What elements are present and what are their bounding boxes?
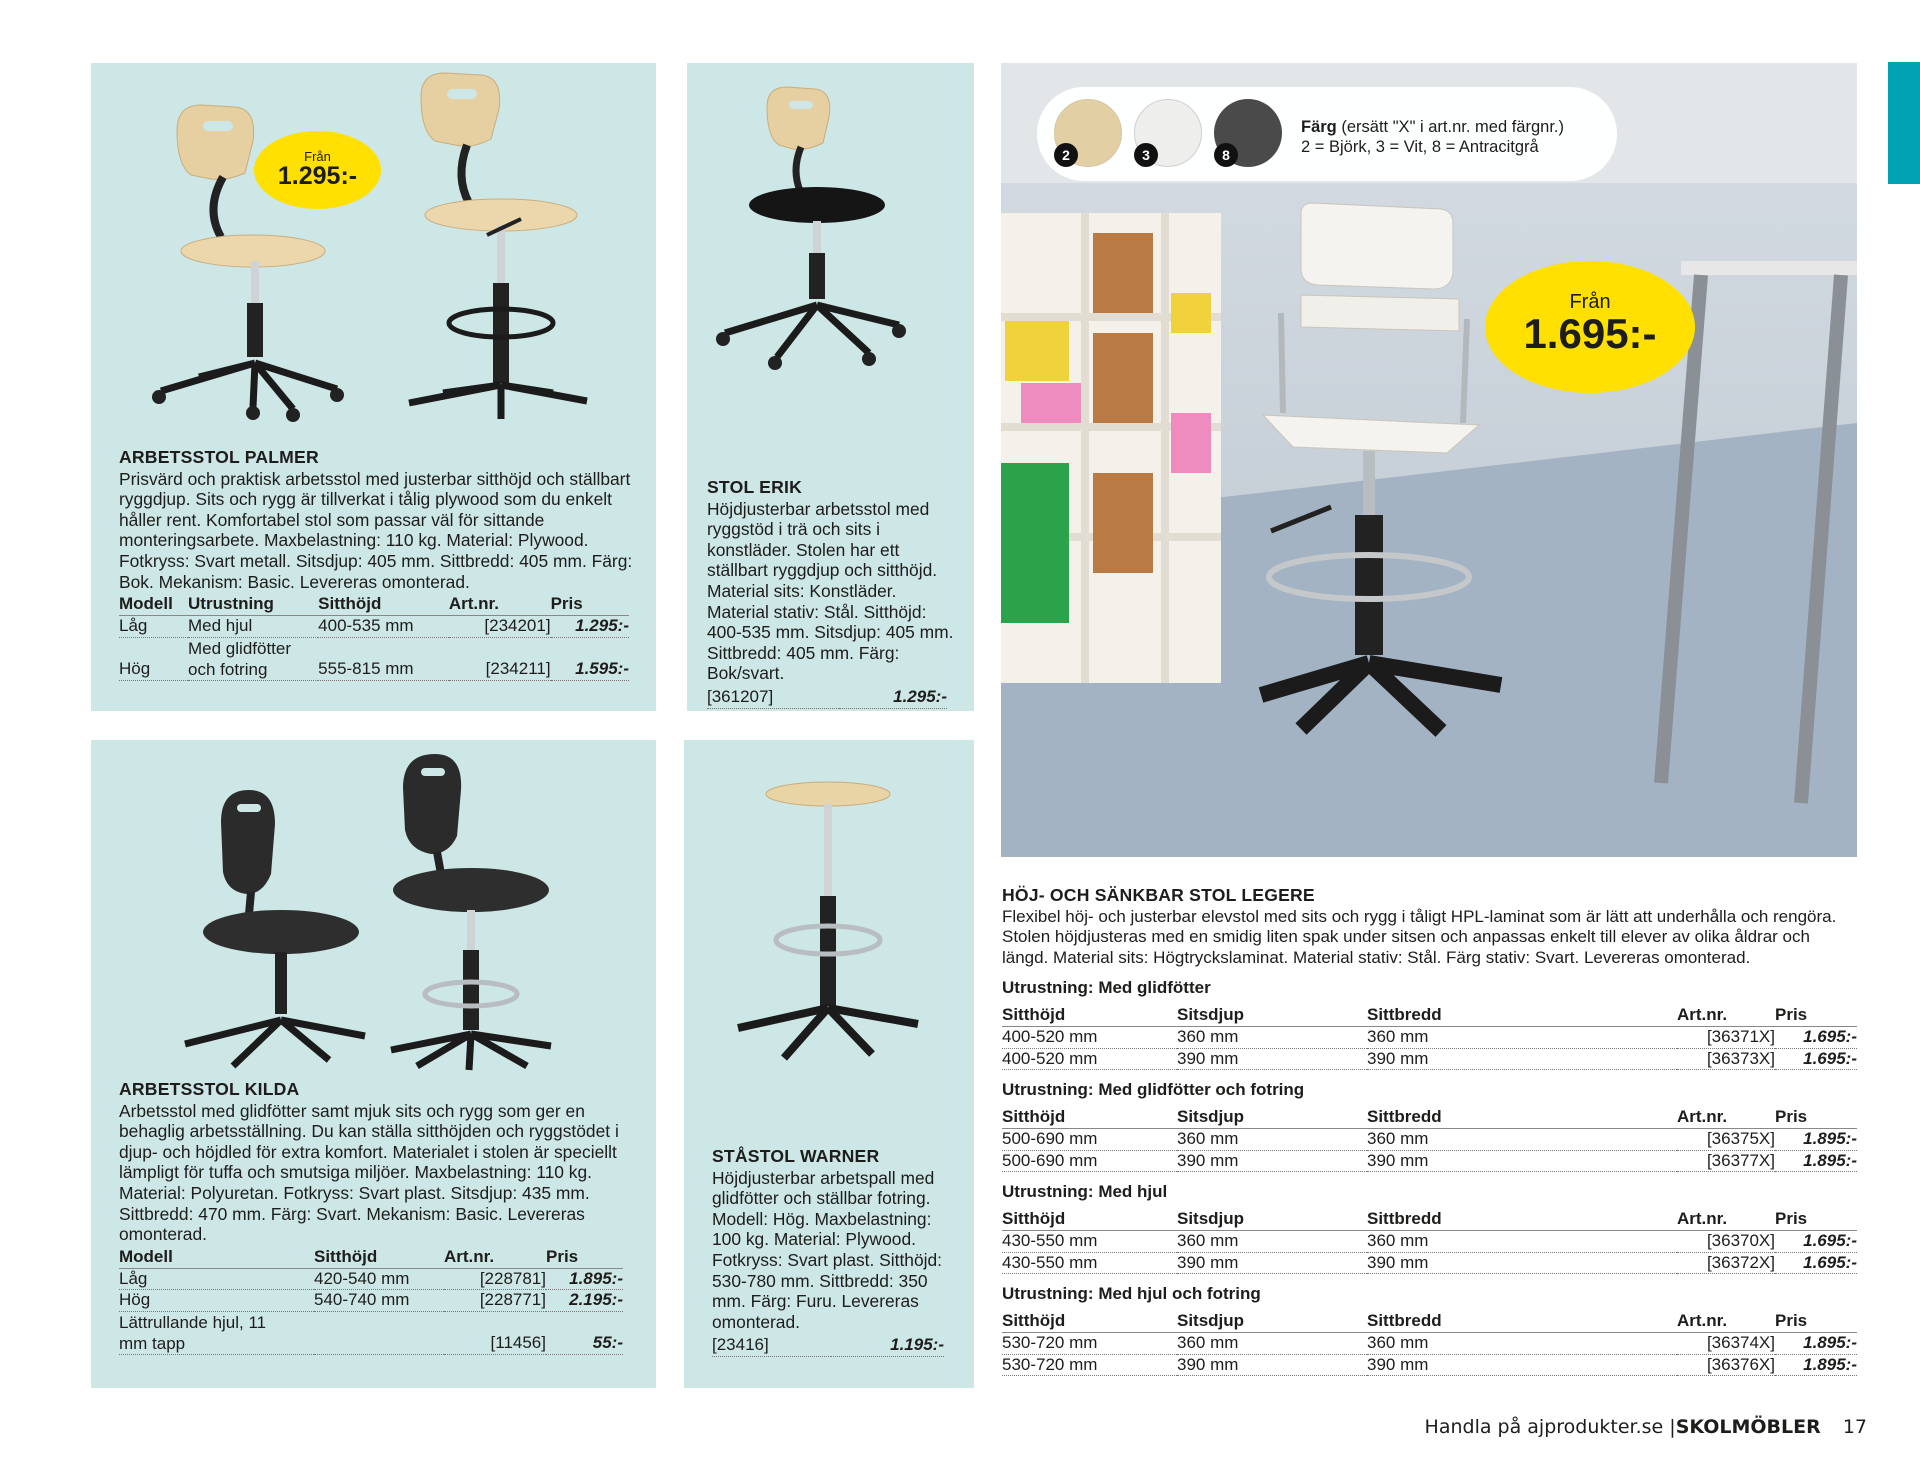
- kilda-description: Arbetsstol med glidfötter samt mjuk sits och rygg som ger en behaglig arbetsställning. Du kan ställa sitthöjden och ryggstödet i djup- och höjdled för extra komfort. Materialet i stolen är speciellt lämpligt för tuffa och smutsiga miljöer. Maxbelastning: 110 kg. Material: Polyuretan. Fotkryss: Svart plast. Sitsdjup: 435 mm. Sittbredd: 470 mm. Färg: Svart. Mekanism: Basic. Levereras omonterad.: [119, 1100, 619, 1245]
- col-sitsdjup: Sitsdjup: [1177, 1209, 1367, 1230]
- cell-model: Låg: [119, 615, 188, 637]
- erik-price: 1.295:-: [839, 687, 947, 708]
- legere-section-title: Utrustning: Med glidfötter: [1002, 978, 1211, 998]
- footer-separator: |: [1669, 1416, 1676, 1438]
- cell-seat-depth: 360 mm: [1177, 1230, 1367, 1252]
- legere-spec-table: [1002, 1107, 1857, 1172]
- warner-artnr: [23416]: [712, 1335, 831, 1356]
- palmer-panel: [91, 63, 656, 711]
- table-row: [712, 1335, 944, 1356]
- cell-artnr: [36370X]: [1677, 1230, 1775, 1252]
- cell-price: 1.595:-: [551, 637, 629, 680]
- cell-seat-height: 400-535 mm: [318, 615, 449, 637]
- cell-seat-width: 390 mm: [1367, 1048, 1677, 1070]
- cell-seat-depth: 390 mm: [1177, 1354, 1367, 1376]
- cell-artnr: [234211]: [449, 637, 551, 680]
- table-header-row: [1002, 1107, 1857, 1128]
- cell-price: 55:-: [546, 1312, 623, 1355]
- col-modell: Modell: [119, 594, 188, 615]
- cell-seat-height: 530-720 mm: [1002, 1354, 1177, 1376]
- col-artnr: Art.nr.: [449, 594, 551, 615]
- col-artnr: Art.nr.: [444, 1247, 546, 1268]
- erik-title: STOL ERIK: [707, 477, 803, 497]
- table-row: [119, 637, 629, 680]
- palmer-high-chair-image: [391, 67, 601, 437]
- cell-artnr: [11456]: [444, 1312, 546, 1355]
- table-row: [1002, 1230, 1857, 1252]
- table-row: [119, 1312, 623, 1355]
- legere-section-title: Utrustning: Med hjul: [1002, 1182, 1168, 1202]
- col-pris: Pris: [1775, 1311, 1857, 1332]
- swatch-2-num: 2: [1054, 143, 1078, 167]
- cell-price: 2.195:-: [546, 1290, 623, 1312]
- footer-shop-text: Handla på ajprodukter.se: [1424, 1416, 1664, 1438]
- palmer-price-badge: [254, 131, 381, 209]
- legere-title: HÖJ- OCH SÄNKBAR STOL LEGERE: [1002, 885, 1315, 905]
- cell-price: 1.895:-: [1775, 1354, 1857, 1376]
- page-footer: [1425, 1416, 1867, 1438]
- cell-price: 1.695:-: [1775, 1026, 1857, 1048]
- warner-title: STÅSTOL WARNER: [712, 1146, 880, 1166]
- col-sitthojd: Sitthöjd: [314, 1247, 444, 1268]
- col-pris: Pris: [546, 1247, 623, 1268]
- cell-seat-depth: 360 mm: [1177, 1128, 1367, 1150]
- cell-artnr: [36374X]: [1677, 1332, 1775, 1354]
- legere-badge-price: 1.695:-: [1523, 310, 1657, 357]
- col-artnr: Art.nr.: [1677, 1311, 1775, 1332]
- col-sitsdjup: Sitsdjup: [1177, 1005, 1367, 1026]
- legere-photo: [1001, 63, 1857, 857]
- table-row: [1002, 1026, 1857, 1048]
- cell-artnr: [234201]: [449, 615, 551, 637]
- col-sittbredd: Sittbredd: [1367, 1107, 1677, 1128]
- cell-seat-width: 360 mm: [1367, 1332, 1677, 1354]
- legere-price-badge: [1485, 261, 1695, 393]
- table-row: [707, 687, 947, 708]
- cell-seat-width: 390 mm: [1367, 1150, 1677, 1172]
- table-header-row: [119, 594, 629, 615]
- cell-price: 1.695:-: [1775, 1252, 1857, 1274]
- cell-seat-width: 360 mm: [1367, 1128, 1677, 1150]
- cell-seat-height: 420-540 mm: [314, 1268, 444, 1290]
- table-header-row: [1002, 1005, 1857, 1026]
- cell-model: Lättrullande hjul, 11 mm tapp: [119, 1312, 314, 1355]
- col-sitthojd: Sitthöjd: [1002, 1209, 1177, 1230]
- cell-seat-depth: 360 mm: [1177, 1332, 1367, 1354]
- cell-artnr: [228781]: [444, 1268, 546, 1290]
- cell-equipment: Med glidfötter och fotring: [188, 637, 318, 680]
- col-pris: Pris: [1775, 1107, 1857, 1128]
- kilda-low-chair-image: [171, 782, 371, 1072]
- cell-seat-width: 390 mm: [1367, 1252, 1677, 1274]
- cell-seat-depth: 390 mm: [1177, 1252, 1367, 1274]
- col-sitthojd: Sitthöjd: [1002, 1005, 1177, 1026]
- cell-model: Låg: [119, 1268, 314, 1290]
- warner-panel: [684, 740, 974, 1388]
- cell-artnr: [36375X]: [1677, 1128, 1775, 1150]
- palmer-spec-table: [119, 594, 629, 681]
- section-tab-marker: [1888, 62, 1920, 184]
- cell-seat-height: 430-550 mm: [1002, 1252, 1177, 1274]
- swatch-3-num: 3: [1134, 143, 1158, 167]
- col-sittbredd: Sittbredd: [1367, 1311, 1677, 1332]
- palmer-badge-price: 1.295:-: [277, 162, 358, 190]
- table-header-row: [1002, 1209, 1857, 1230]
- col-sitthojd: Sitthöjd: [1002, 1311, 1177, 1332]
- cell-equipment: Med hjul: [188, 615, 318, 637]
- col-modell: Modell: [119, 1247, 314, 1268]
- legere-spec-table: [1002, 1005, 1857, 1070]
- col-sittbredd: Sittbredd: [1367, 1005, 1677, 1026]
- col-pris: Pris: [551, 594, 629, 615]
- cell-model: Hög: [119, 1290, 314, 1312]
- col-pris: Pris: [1775, 1005, 1857, 1026]
- color-legend: [1301, 117, 1564, 157]
- cell-price: 1.895:-: [1775, 1128, 1857, 1150]
- cell-model: Hög: [119, 637, 188, 680]
- palmer-badge-from: Från: [304, 149, 331, 164]
- cell-seat-height: 555-815 mm: [318, 637, 449, 680]
- kilda-high-chair-image: [381, 750, 581, 1080]
- legere-section-title: Utrustning: Med hjul och fotring: [1002, 1284, 1261, 1304]
- table-row: [1002, 1332, 1857, 1354]
- erik-artnr: [361207]: [707, 687, 839, 708]
- table-header-row: [119, 1247, 623, 1268]
- legere-description: Flexibel höj- och justerbar elevstol med sits och rygg i tåligt HPL-laminat som är lätt att underhålla och rengöra. Stolen höjdjusteras med en smidig liten spak under sitsen och anpassas enkelt till elever av olika åldrar och längd. Material sits: Högtryckslaminat. Material stativ: Stål. Färg stativ: Svart. Levereras omonterad.: [1002, 906, 1837, 967]
- col-sittbredd: Sittbredd: [1367, 1209, 1677, 1230]
- table-row: [1002, 1048, 1857, 1070]
- color-note: (ersätt "X" i art.nr. med färgnr.): [1341, 118, 1564, 136]
- legere-info: [1002, 885, 1857, 1376]
- cell-price: 1.695:-: [1775, 1048, 1857, 1070]
- erik-price-row: [707, 687, 947, 709]
- table-row: [119, 1290, 623, 1312]
- color-label: Färg: [1301, 118, 1337, 136]
- col-artnr: Art.nr.: [1677, 1107, 1775, 1128]
- cell-seat-height: 430-550 mm: [1002, 1230, 1177, 1252]
- kilda-spec-table: [119, 1247, 623, 1355]
- legere-section-title: Utrustning: Med glidfötter och fotring: [1002, 1080, 1305, 1100]
- swatch-8-num: 8: [1214, 143, 1238, 167]
- cell-seat-height: [314, 1312, 444, 1355]
- col-artnr: Art.nr.: [1677, 1005, 1775, 1026]
- kilda-title: ARBETSSTOL KILDA: [119, 1079, 300, 1099]
- table-row: [1002, 1252, 1857, 1274]
- erik-panel: [687, 63, 974, 711]
- col-sitsdjup: Sitsdjup: [1177, 1311, 1367, 1332]
- cell-artnr: [36377X]: [1677, 1150, 1775, 1172]
- table-row: [1002, 1150, 1857, 1172]
- erik-chair-image: [709, 81, 919, 381]
- cell-artnr: [36373X]: [1677, 1048, 1775, 1070]
- cell-price: 1.295:-: [551, 615, 629, 637]
- cell-price: 1.695:-: [1775, 1230, 1857, 1252]
- palmer-title: ARBETSSTOL PALMER: [119, 447, 319, 467]
- cell-seat-width: 360 mm: [1367, 1026, 1677, 1048]
- cell-seat-height: 500-690 mm: [1002, 1128, 1177, 1150]
- cell-seat-height: 400-520 mm: [1002, 1048, 1177, 1070]
- cell-price: 1.895:-: [1775, 1150, 1857, 1172]
- cell-seat-height: 530-720 mm: [1002, 1332, 1177, 1354]
- table-row: [1002, 1354, 1857, 1376]
- col-utrustning: Utrustning: [188, 594, 318, 615]
- legere-spec-table: [1002, 1209, 1857, 1274]
- legere-spec-sections: [1002, 978, 1857, 1376]
- page-number: 17: [1842, 1416, 1867, 1438]
- col-artnr: Art.nr.: [1677, 1209, 1775, 1230]
- warner-price: 1.195:-: [831, 1335, 944, 1356]
- cell-seat-depth: 390 mm: [1177, 1048, 1367, 1070]
- kilda-panel: [91, 740, 656, 1388]
- cell-artnr: [228771]: [444, 1290, 546, 1312]
- color-list: 2 = Björk, 3 = Vit, 8 = Antracitgrå: [1301, 138, 1539, 156]
- table-row: [119, 615, 629, 637]
- cell-artnr: [36376X]: [1677, 1354, 1775, 1376]
- classroom-scene: [1001, 63, 1857, 857]
- cell-artnr: [36371X]: [1677, 1026, 1775, 1048]
- table-row: [1002, 1128, 1857, 1150]
- cell-seat-height: 500-690 mm: [1002, 1150, 1177, 1172]
- legere-spec-table: [1002, 1311, 1857, 1376]
- cell-seat-height: 540-740 mm: [314, 1290, 444, 1312]
- warner-price-row: [712, 1335, 944, 1357]
- palmer-description: Prisvärd och praktisk arbetsstol med justerbar sitthöjd och ställbart ryggdjup. Sits och rygg är tillverkat i tålig plywood som du enkelt håller rent. Komfortabel stol som passar väl för sittande monteringsarbete. Maxbelastning: 110 kg. Material: Plywood. Fotkryss: Svart metall. Sitsdjup: 405 mm. Sittbredd: 405 mm. Färg: Bok. Mekanism: Basic. Levereras omonterad.: [119, 468, 633, 592]
- warner-description: Höjdjusterbar arbetspall med glidfötter och ställbar fotring. Modell: Hög. Maxbelastning: 100 kg. Material: Plywood. Fotkryss: Svart plast. Sitthöjd: 530-780 mm. Sittbredd: 350 mm. Färg: Furu. Levereras omonterad.: [712, 1167, 943, 1332]
- col-sitthojd: Sitthöjd: [1002, 1107, 1177, 1128]
- erik-description: Höjdjusterbar arbetsstol med ryggstöd i trä och sits i konstläder. Stolen har ett ställbart ryggdjup och sitthöjd. Material sits: Konstläder. Material stativ: Stål. Sitthöjd: 400-535 mm. Sitsdjup: 405 mm. Sittbredd: 405 mm. Färg: Bok/svart.: [707, 498, 954, 684]
- cell-price: 1.895:-: [1775, 1332, 1857, 1354]
- table-header-row: [1002, 1311, 1857, 1332]
- cell-seat-height: 400-520 mm: [1002, 1026, 1177, 1048]
- cell-seat-depth: 390 mm: [1177, 1150, 1367, 1172]
- cell-seat-depth: 360 mm: [1177, 1026, 1367, 1048]
- cell-artnr: [36372X]: [1677, 1252, 1775, 1274]
- table-row: [119, 1268, 623, 1290]
- cell-price: 1.895:-: [546, 1268, 623, 1290]
- col-sitsdjup: Sitsdjup: [1177, 1107, 1367, 1128]
- cell-seat-width: 360 mm: [1367, 1230, 1677, 1252]
- legere-badge-from: Från: [1569, 291, 1611, 313]
- col-sitthojd: Sitthöjd: [318, 594, 449, 615]
- cell-seat-width: 390 mm: [1367, 1354, 1677, 1376]
- warner-stool-image: [724, 772, 934, 1082]
- footer-section: SKOLMÖBLER: [1675, 1416, 1821, 1438]
- col-pris: Pris: [1775, 1209, 1857, 1230]
